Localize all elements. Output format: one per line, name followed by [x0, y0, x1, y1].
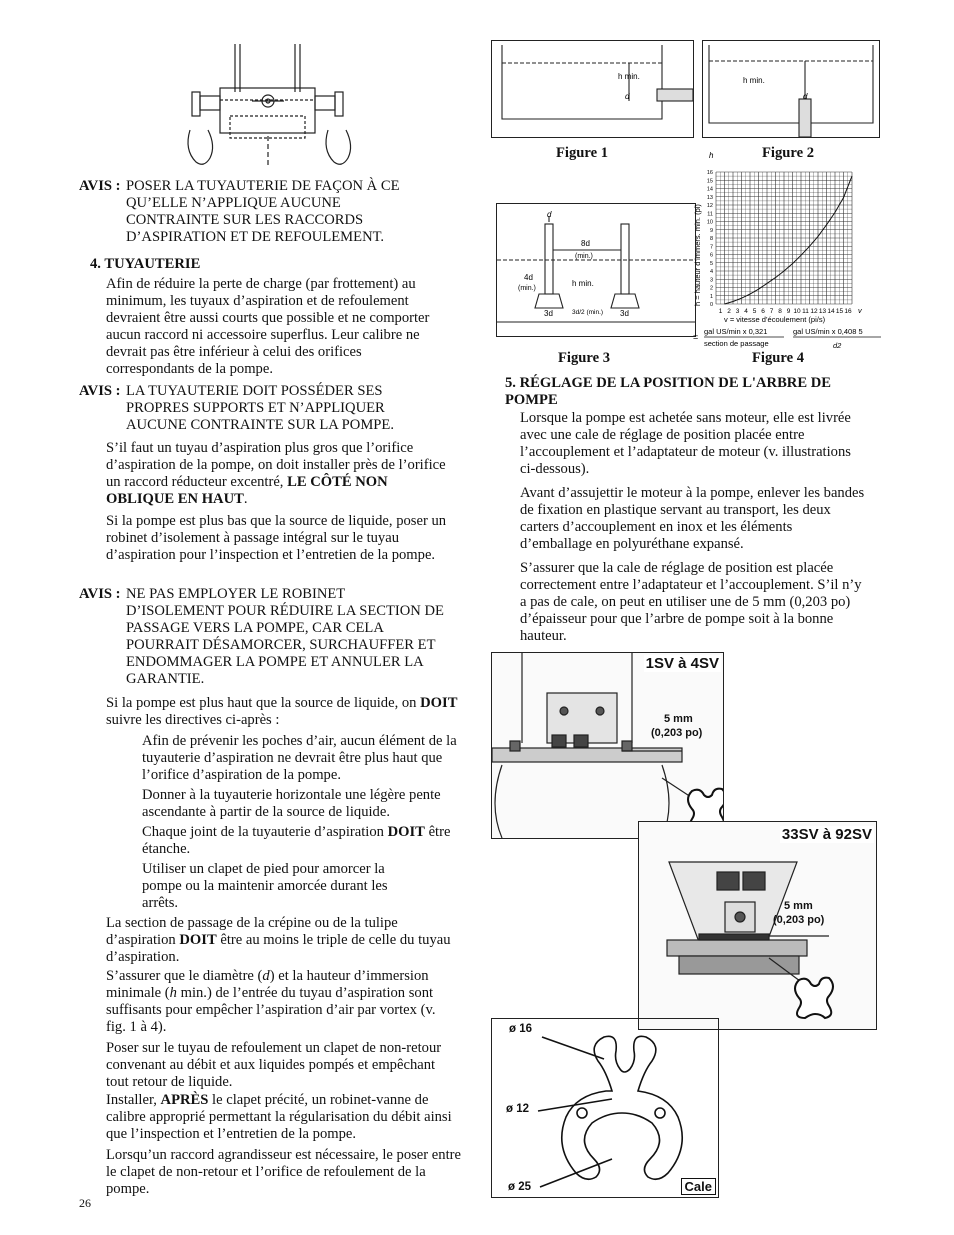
- shim-thickness: 5 mm: [664, 713, 693, 725]
- avis-label: AVIS :: [79, 586, 121, 602]
- paragraph: [106, 1092, 466, 1143]
- paragraph: Si la pompe est plus bas que la source de liquide, poser un robinet d’isolement à passage intégral sur le tuyau d’aspiration pour l’inspection et l’entretien de la pompe.: [106, 513, 447, 563]
- section-4-title: 4. TUYAUTERIE: [90, 256, 201, 272]
- x-tick-label: 11: [802, 308, 809, 315]
- x-tick-label: 7: [769, 308, 774, 315]
- figure-3: [496, 203, 696, 337]
- y-tick-label: 9: [709, 227, 713, 234]
- d-label: d: [803, 92, 808, 101]
- text-run: Chaque joint de la tuyauterie d’aspiration: [142, 824, 384, 840]
- y-tick-label: 8: [709, 236, 713, 242]
- text-run: .: [243, 491, 248, 507]
- figure-1: [491, 40, 694, 138]
- list-item: Donner à la tuyauterie horizontale une légère pente ascendante à partir de la source de liquide.: [142, 787, 441, 820]
- text-run: S’il faut un tuyau d’aspiration plus gros que l’orifice d’aspiration de la pompe, on doit installer près de l’orifice un raccord réducteur excentré,: [106, 440, 446, 490]
- min-label: (min.): [518, 285, 536, 292]
- hmin-label: h min.: [618, 72, 640, 81]
- x-tick-label: 10: [793, 308, 801, 315]
- text-run: Si la pompe est plus haut que la source de liquide, on: [106, 695, 417, 711]
- y-tick-label: 2: [709, 285, 713, 292]
- hmin-label: h min.: [572, 279, 594, 288]
- y-tick-label: 3: [709, 277, 713, 284]
- text-run: min.) de l’entrée du tuyau d’aspiration sont suffisants pour empêcher l’aspiration d’air par vortex (v. fig. 1 à 4).: [106, 985, 436, 1035]
- x-tick-label: 12: [810, 308, 818, 315]
- x-tick-label: 1: [718, 308, 723, 315]
- avis-3: [79, 586, 463, 688]
- x-axis-label: v = vitesse d’écoulement (pi/s): [724, 315, 826, 324]
- list-item: Utiliser un clapet de pied pour amorcer la pompe ou la maintenir amorcée durant les arrêts.: [142, 861, 388, 911]
- emphasis: DOIT: [420, 695, 458, 711]
- x-tick-label: 3: [735, 308, 740, 315]
- figure-1-caption: Figure 1: [556, 145, 609, 161]
- paragraph: Lorsqu’un raccord agrandisseur est nécessaire, le poser entre le clapet de non-retour et l’orifice de refoulement de la pompe.: [106, 1147, 461, 1197]
- y-tick-label: 7: [709, 244, 713, 251]
- model-label: 1SV à 4SV: [645, 655, 719, 672]
- text-run: La section de passage de la crépine ou de la tulipe d’aspiration: [106, 915, 398, 948]
- y-axis-label: h = hauteur d’immers. min. (pi): [693, 204, 702, 306]
- y-tick-label: 16: [706, 170, 713, 176]
- min-label: (min.): [575, 253, 593, 260]
- d-label: d: [625, 92, 630, 101]
- paragraph: Poser sur le tuyau de refoulement un clapet de non-retour convenant au débit et aux liquides pompés et empêchant tout retour de liquide.: [106, 1040, 442, 1090]
- photo-33sv-92sv: [638, 821, 877, 1030]
- list-item: [142, 824, 464, 858]
- y-tick-label: 10: [706, 219, 713, 226]
- figure-3-caption: Figure 3: [558, 350, 611, 366]
- half-d-label: 3d/2 (min.): [572, 309, 604, 316]
- formula-left-num: gal US/min x 0,321: [704, 327, 768, 336]
- x-tick-label: 9: [786, 308, 791, 315]
- avis-text: NE PAS EMPLOYER LE ROBINET D’ISOLEMENT POUR RÉDUIRE LA SECTION DE PASSAGE VERS LA POMPE, CAR CELA POURRAIT DÉSAMORCER, SURCHAUFFER ET ENDOMMAGER LA POMPE ET ANNULER LA GARANTIE.: [126, 586, 444, 687]
- list-item: Afin de prévenir les poches d’air, aucun élément de la tuyauterie d’aspiration ne devrait être plus haut que l’orifice d’aspiration de la pompe.: [142, 733, 457, 783]
- diameter-25: ø 25: [508, 1181, 532, 1193]
- paragraph: Lorsque la pompe est achetée sans moteur, elle est livrée avec une cale de réglage de position placée entre l’accouplement et l’adaptateur de moteur (v. illustrations ci-dessous).: [520, 410, 851, 477]
- x-tick-label: 14: [827, 308, 835, 315]
- y-tick-label: 1: [709, 293, 713, 300]
- text-run: être au moins le triple de celle du tuyau d’aspiration.: [106, 932, 451, 965]
- paragraph: Afin de réduire la perte de charge (par frottement) au minimum, les tuyaux d’aspiration et de refoulement devraient être aussi courts que possible et ne comporter aucun raccord ni accessoire superflus. Leur calibre ne devrait pas être inférieur à celui des orifices correspondants de la pompe.: [106, 276, 430, 377]
- y-tick-label: 11: [707, 211, 713, 218]
- avis-text: POSER LA TUYAUTERIE DE FAÇON À CE QU’ELLE N’APPLIQUE AUCUNE CONTRAINTE SUR LES RACCORDS D’ASPIRATION ET DE REFOULEMENT.: [126, 178, 400, 245]
- italic: d: [262, 968, 270, 984]
- shim-diagram: [491, 1018, 719, 1198]
- y-tick-label: 14: [706, 186, 713, 193]
- figure-2: [702, 40, 880, 138]
- hmin-label: h min.: [743, 76, 765, 85]
- y-tick-label: 12: [706, 203, 713, 209]
- emphasis: APRÈS: [160, 1092, 209, 1108]
- emphasis: LE CÔTÉ NON OBLIQUE EN HAUT: [106, 474, 388, 507]
- italic: h: [169, 985, 177, 1001]
- paragraph: Avant d’assujettir le moteur à la pompe, enlever les bandes de fixation en plastique servant au transport, les deux carters d’accouplement en inox et les éléments d’emballage en polyuréthane expansé.: [520, 485, 865, 552]
- photo-1sv-4sv: [491, 652, 724, 839]
- text-run: le clapet précité, un robinet-vanne de calibre approprié permettant la régularisation du débit ainsi que l’inspection et l’entretien de la pompe.: [106, 1092, 452, 1142]
- x-tick-label: 5: [752, 308, 757, 315]
- y-tick-label: 0: [709, 302, 713, 308]
- avis-1: [79, 178, 409, 246]
- formula-right-den: d2: [833, 341, 842, 350]
- avis-label: AVIS :: [79, 178, 121, 194]
- paragraph: S’assurer que la cale de réglage de position est placée correctement entre l’adaptateur et l’accouplement. S’il n’y a pas de cale, on peut en utiliser une de 5 mm (0,203 po) d’épaisseur pour que l’arbre de pompe soit à la bonne hauteur.: [520, 560, 862, 644]
- text-run: ) et la hauteur d’immersion minimale (: [106, 968, 429, 1001]
- chart-h-label: h: [709, 151, 714, 160]
- figure-4-chart: [692, 148, 892, 353]
- x-tick-label: 2: [727, 308, 731, 315]
- paragraph: [106, 968, 452, 1036]
- cale-label: Cale: [681, 1178, 716, 1195]
- emphasis: DOIT: [179, 932, 217, 948]
- four-d-label: 4d: [524, 273, 533, 282]
- formula-left-den: section de passage: [704, 339, 769, 348]
- diameter-16: ø 16: [509, 1023, 533, 1035]
- emphasis: DOIT: [387, 824, 425, 840]
- text-run: suivre les directives ci-après :: [106, 712, 280, 728]
- formula-right-num: gal US/min x 0,408 5: [793, 327, 863, 336]
- d-label: d: [547, 210, 552, 219]
- x-tick-label: 13: [818, 308, 827, 315]
- shim-thickness: 5 mm: [784, 900, 813, 912]
- equals-sign: =: [693, 332, 699, 342]
- paragraph: [106, 695, 468, 729]
- paragraph: [106, 915, 456, 966]
- page-number: 26: [79, 1196, 91, 1210]
- three-d-label: 3d: [620, 309, 629, 318]
- text-run: Installer,: [106, 1092, 157, 1108]
- x-tick-label: 8: [778, 308, 782, 315]
- v-label: v: [858, 306, 862, 315]
- pump-base-diagram: [180, 40, 360, 172]
- section-5-title: 5. RÉGLAGE DE LA POSITION DE L'ARBRE DE POMPE: [505, 375, 831, 408]
- x-tick-label: 6: [761, 308, 765, 315]
- y-tick-label: 13: [706, 194, 713, 201]
- paragraph: [106, 440, 456, 508]
- text-run: S’assurer que le diamètre (: [106, 968, 263, 984]
- avis-2: [79, 383, 419, 434]
- three-d-label: 3d: [544, 309, 553, 318]
- avis-text: LA TUYAUTERIE DOIT POSSÉDER SES PROPRES SUPPORTS ET N’APPLIQUER AUCUNE CONTRAINTE SUR LA POMPE.: [126, 383, 394, 433]
- diameter-12: ø 12: [506, 1103, 530, 1115]
- text-run: être étanche.: [142, 824, 451, 857]
- figure-4-caption: Figure 4: [752, 350, 805, 366]
- avis-label: AVIS :: [79, 383, 121, 399]
- eight-d-label: 8d: [581, 239, 590, 248]
- shim-thickness-inch: (0,203 po): [651, 727, 703, 739]
- y-tick-label: 5: [709, 260, 713, 267]
- x-tick-label: 16: [844, 308, 852, 315]
- figure-2-caption: Figure 2: [762, 145, 815, 161]
- x-tick-label: 4: [744, 308, 748, 315]
- model-label: 33SV à 92SV: [781, 826, 872, 843]
- y-tick-label: 6: [709, 252, 713, 259]
- x-tick-label: 15: [835, 308, 844, 315]
- y-tick-label: 15: [706, 178, 713, 185]
- y-tick-label: 4: [709, 269, 713, 275]
- shim-thickness-inch: (0,203 po): [773, 914, 825, 926]
